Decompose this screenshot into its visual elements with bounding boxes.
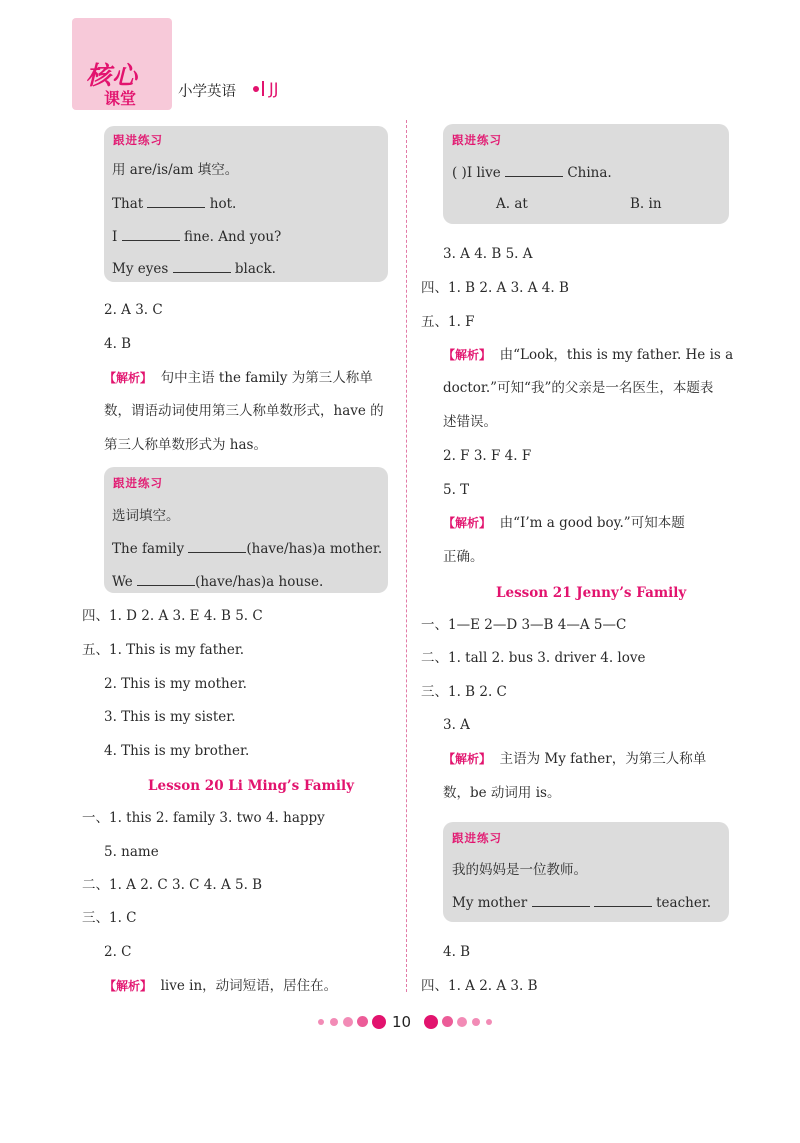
answer-line: 四、1. D 2. A 3. E 4. B 5. C bbox=[82, 608, 263, 624]
practice-line: We (have/has)a house. bbox=[112, 574, 324, 590]
lesson-heading: Lesson 21 Jenny’s Family bbox=[496, 585, 687, 601]
column-divider bbox=[406, 120, 407, 992]
explanation-line: 【解析】 由“I’m a good boy.”可知本题 bbox=[443, 515, 685, 531]
answer-line: 一、1—E 2—D 3—B 4—A 5—C bbox=[421, 617, 627, 633]
analysis-tag: 【解析】 bbox=[104, 371, 153, 385]
lesson-heading: Lesson 20 Li Ming’s Family bbox=[148, 778, 354, 794]
explanation-line: 数，be 动词用 is。 bbox=[443, 785, 561, 801]
footer-dot bbox=[372, 1015, 386, 1029]
practice-option: A. at bbox=[496, 196, 528, 212]
page-number: 10 bbox=[392, 1013, 412, 1031]
answer-line: 4. This is my brother. bbox=[104, 743, 250, 759]
practice-instruction: 选词填空。 bbox=[112, 508, 180, 524]
footer-dot bbox=[318, 1019, 324, 1025]
practice-question: ( )I live China. bbox=[452, 165, 612, 181]
answer-line: 3. A 4. B 5. A bbox=[443, 246, 533, 262]
footer-dot bbox=[330, 1018, 338, 1026]
practice-box-title: 跟进练习 bbox=[452, 133, 502, 147]
answer-line: 一、1. this 2. family 3. two 4. happy bbox=[82, 810, 325, 826]
footer-dot bbox=[457, 1017, 467, 1027]
explanation-line: 【解析】 句中主语 the family 为第三人称单 bbox=[104, 370, 373, 386]
answer-line: 2. C bbox=[104, 944, 132, 960]
answer-line: 4. B bbox=[104, 336, 132, 352]
practice-instruction: 用 are/is/am 填空。 bbox=[112, 162, 239, 178]
practice-line: My eyes black. bbox=[112, 261, 276, 277]
footer-dot bbox=[424, 1015, 438, 1029]
answer-line: 4. B bbox=[443, 944, 471, 960]
answer-line: 三、1. B 2. C bbox=[421, 684, 507, 700]
practice-line: I fine. And you? bbox=[112, 229, 282, 245]
practice-instruction: 我的妈妈是一位教师。 bbox=[452, 862, 587, 878]
footer-dot bbox=[486, 1019, 492, 1025]
practice-box-title: 跟进练习 bbox=[113, 133, 163, 147]
answer-line: 2. This is my mother. bbox=[104, 676, 247, 692]
answer-line: 二、1. tall 2. bus 3. driver 4. love bbox=[421, 650, 646, 666]
answer-line: 3. A bbox=[443, 717, 470, 733]
analysis-tag: 【解析】 bbox=[443, 516, 492, 530]
header-edition: JJ bbox=[269, 79, 279, 98]
analysis-tag: 【解析】 bbox=[443, 348, 492, 362]
explanation-line: 【解析】 live in，动词短语，居住在。 bbox=[104, 978, 338, 994]
practice-line: The family (have/has)a mother. bbox=[112, 541, 383, 557]
header-subject: 小学英语 bbox=[178, 84, 236, 100]
header-separator-bar bbox=[262, 81, 264, 96]
explanation-line: 数，谓语动词使用第三人称单数形式，have 的 bbox=[104, 403, 384, 419]
logo-text-top: 核心 bbox=[86, 61, 139, 90]
answer-line: 5. name bbox=[104, 844, 159, 860]
answer-line: 五、1. F bbox=[421, 314, 475, 330]
analysis-tag: 【解析】 bbox=[443, 752, 492, 766]
answer-line: 四、1. B 2. A 3. A 4. B bbox=[421, 280, 569, 296]
practice-option: B. in bbox=[630, 196, 662, 212]
answer-line: 五、1. This is my father. bbox=[82, 642, 245, 658]
answer-line: 二、1. A 2. C 3. C 4. A 5. B bbox=[82, 877, 263, 893]
logo-text-bottom: 课堂 bbox=[104, 89, 137, 108]
answer-line: 四、1. A 2. A 3. B bbox=[421, 978, 538, 994]
header-separator-dot bbox=[253, 86, 259, 92]
footer-dot bbox=[343, 1017, 353, 1027]
answer-line: 三、1. C bbox=[82, 910, 137, 926]
explanation-line: 【解析】 主语为 My father，为第三人称单 bbox=[443, 751, 707, 767]
footer-dot bbox=[472, 1018, 480, 1026]
answer-line: 2. A 3. C bbox=[104, 302, 163, 318]
answer-line: 5. T bbox=[443, 482, 470, 498]
explanation-line: 【解析】 由“Look，this is my father. He is a bbox=[443, 347, 734, 363]
explanation-line: 述错误。 bbox=[443, 414, 497, 430]
footer-dot bbox=[357, 1016, 368, 1027]
practice-box-title: 跟进练习 bbox=[452, 831, 502, 845]
explanation-line: 正确。 bbox=[443, 549, 484, 565]
footer-dot bbox=[442, 1016, 453, 1027]
practice-box-title: 跟进练习 bbox=[113, 476, 163, 490]
explanation-line: doctor.”可知“我”的父亲是一名医生，本题表 bbox=[443, 380, 714, 396]
analysis-tag: 【解析】 bbox=[104, 979, 153, 993]
practice-line: My mother teacher. bbox=[452, 895, 712, 911]
answer-line: 3. This is my sister. bbox=[104, 709, 236, 725]
answer-line: 2. F 3. F 4. F bbox=[443, 448, 532, 464]
practice-line: That hot. bbox=[112, 196, 237, 212]
explanation-line: 第三人称单数形式为 has。 bbox=[104, 437, 267, 453]
